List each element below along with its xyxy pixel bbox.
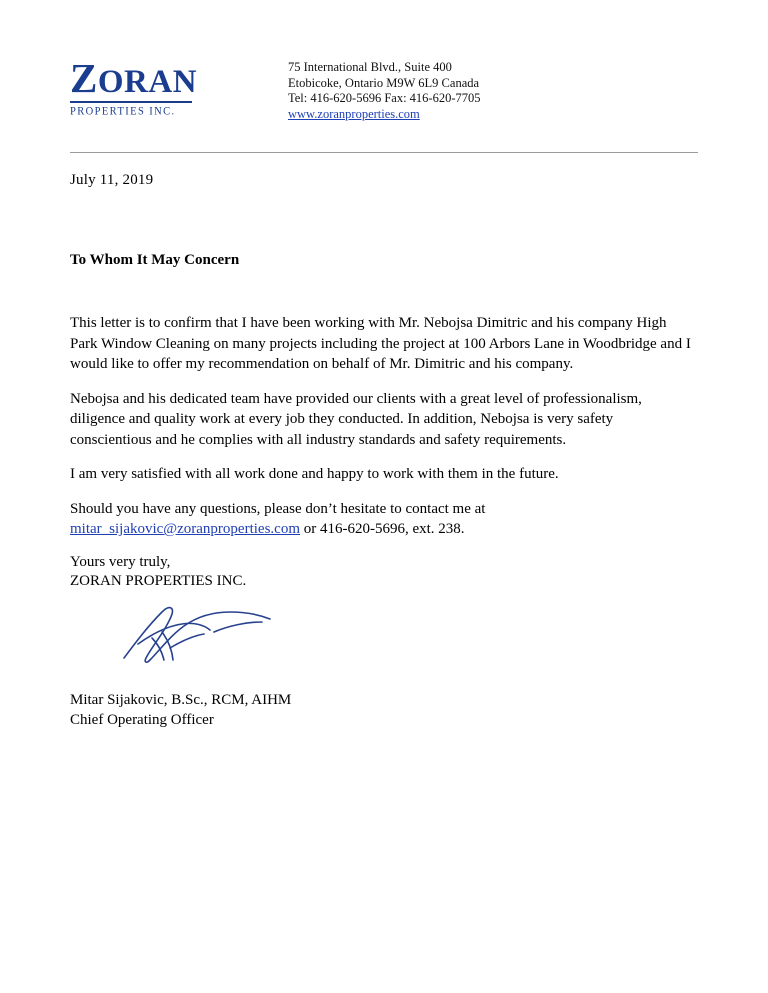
signer-title: Chief Operating Officer: [70, 711, 214, 728]
signer-name: Mitar Sijakovic, B.Sc., RCM, AIHM: [70, 692, 292, 708]
closing-line-1: Yours very truly,: [70, 554, 171, 570]
salutation: To Whom It May Concern: [70, 252, 240, 268]
closing-block: [70, 553, 246, 591]
address-line-2: Etobicoke, Ontario M9W 6L9 Canada: [288, 75, 480, 90]
signature-image: [118, 598, 288, 668]
signer-block: [70, 691, 291, 730]
body-paragraph-2: Nebojsa and his dedicated team have provided our clients with a great level of professionalism, diligence and quality work at every job they conducted. In addition, Nebojsa is very safety conscientious and he complies with all industry standards and safety requirements.: [70, 390, 642, 448]
address-line-3: Tel: 416-620-5696 Fax: 416-620-7705: [288, 91, 481, 105]
body-paragraph-1: This letter is to confirm that I have been working with Mr. Nebojsa Dimitric and his company High Park Window Cleaning on many projects including the project at 100 Arbors Lane in Woodbridge and I would like to offer my recommendation on behalf of Mr. Dimitric and his company.: [70, 315, 691, 372]
logo-wordmark: [70, 55, 198, 101]
body-paragraph-3: I am very satisfied with all work done and happy to work with them in the future.: [70, 466, 559, 482]
company-website-link[interactable]: www.zoranproperties.com: [288, 106, 420, 121]
letter-body: [70, 313, 693, 540]
header-divider: [70, 152, 698, 153]
logo-divider: [70, 101, 192, 103]
address-line-1: 75 International Blvd., Suite 400: [288, 60, 452, 74]
logo-rest: ORAN: [97, 64, 198, 100]
contact-email-link[interactable]: mitar_sijakovic@zoranproperties.com: [70, 521, 300, 537]
letterhead: [70, 52, 698, 122]
closing-line-2: ZORAN PROPERTIES INC.: [70, 573, 247, 589]
body-paragraph-contact: [70, 499, 693, 540]
logo-initial: Z: [70, 55, 98, 101]
contact-tail-text: or 416-620-5696, ext. 238.: [300, 521, 465, 537]
letter-date: July 11, 2019: [70, 172, 154, 188]
contact-lead-text: Should you have any questions, please don’t hesitate to contact me at: [70, 500, 486, 517]
company-address: [288, 52, 481, 122]
logo-subtitle: PROPERTIES INC.: [70, 106, 176, 118]
company-logo: [70, 52, 210, 117]
